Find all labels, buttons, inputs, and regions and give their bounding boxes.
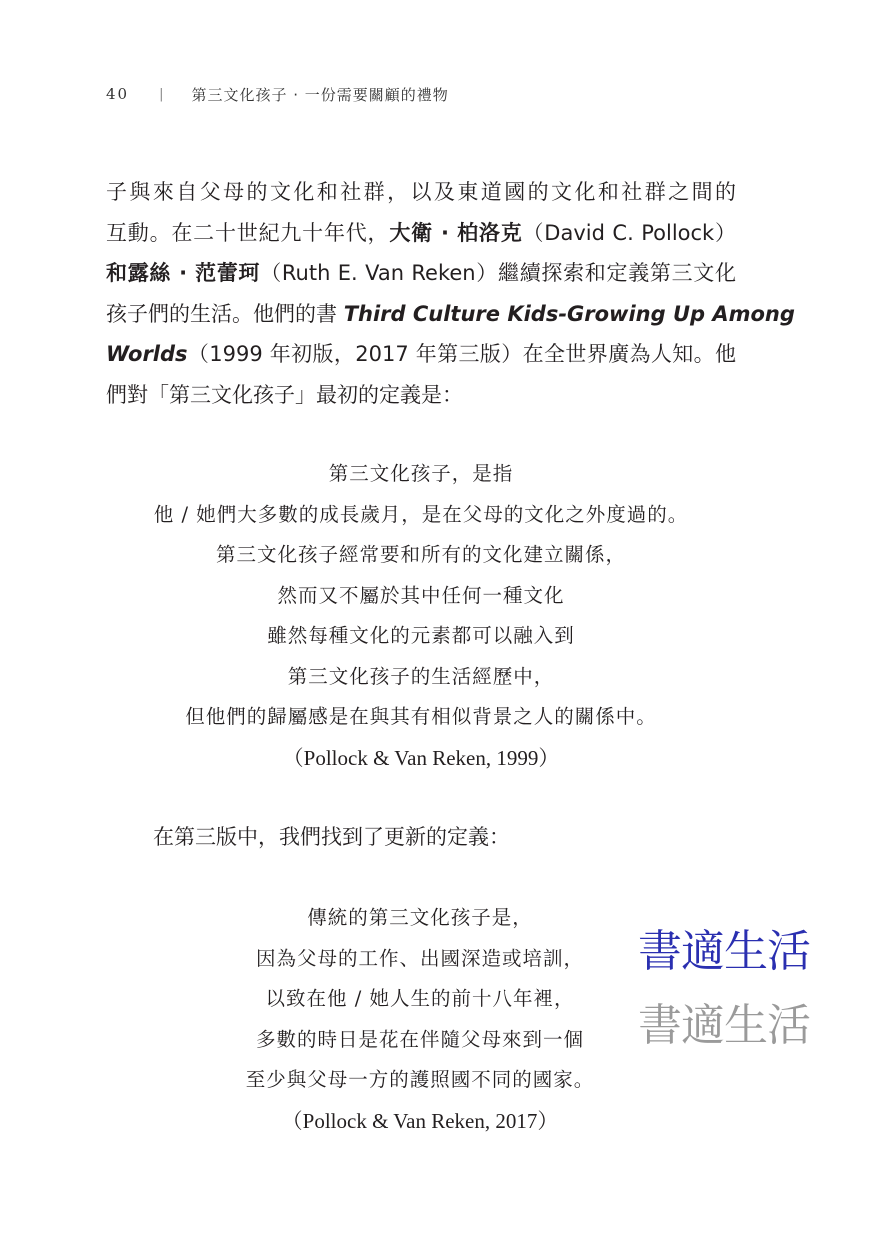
- quote-citation: （Pollock & Van Reken, 2017）: [281, 1108, 559, 1133]
- paragraph-line: [106, 253, 736, 294]
- quote-line: 以致在他 / 她人生的前十八年裡，: [265, 987, 575, 1010]
- paragraph-third-edition: 在第三版中，我們找到了更新的定義：: [153, 825, 510, 849]
- quote-line: 雖然每種文化的元素都可以融入到: [267, 624, 575, 647]
- quote-citation: （Pollock & Van Reken, 1999）: [282, 745, 560, 770]
- author-name-david: 大衛 · 柏洛克: [389, 220, 523, 245]
- running-title: 第三文化孩子 · 一份需要關顧的禮物: [191, 85, 449, 104]
- quote-line: 第三文化孩子的生活經歷中，: [287, 664, 555, 688]
- quote-line: 傳統的第三文化孩子是，: [307, 906, 533, 929]
- paragraph-line: [106, 334, 736, 375]
- text-span: 孩子們的生活。他們的書: [106, 301, 344, 326]
- page-number: 40: [106, 85, 130, 103]
- paragraph-intro: [106, 172, 795, 415]
- header-separator: |: [159, 86, 164, 102]
- quote-line: 因為父母的工作、出國深造或培訓，: [255, 946, 584, 970]
- quote-line: 第三文化孩子經常要和所有的文化建立關係，: [215, 543, 626, 566]
- paragraph-line: [106, 294, 795, 335]
- definition-quote-2017: [206, 898, 634, 1141]
- quote-line: 至少與父母一方的護照國不同的國家。: [245, 1068, 595, 1091]
- watermark-blue: 書適生活: [638, 926, 810, 977]
- paragraph-line: 子與來自父母的文化和社群，以及東道國的文化和社群之間的: [106, 180, 736, 204]
- text-span: （Ruth E. Van Reken）繼續探索和定義第三文化: [260, 261, 736, 285]
- quote-line: 多數的時日是花在伴隨父母來到一個: [255, 1027, 584, 1051]
- paragraph-line: 們對「第三文化孩子」最初的定義是：: [106, 382, 463, 407]
- paragraph-line: [106, 213, 736, 254]
- watermark-gray: 書適生活: [638, 1000, 810, 1051]
- book-title: Third Culture Kids-Growing Up Among: [343, 301, 795, 326]
- definition-quote-1999: [106, 454, 736, 778]
- quote-line: 但他們的歸屬感是在與其有相似背景之人的關係中。: [185, 705, 657, 728]
- running-header: [106, 82, 449, 106]
- quote-line: 他 / 她們大多數的成長歲月，是在父母的文化之外度過的。: [153, 502, 689, 526]
- book-title: Worlds: [106, 342, 188, 366]
- quote-line: 第三文化孩子，是指: [328, 462, 514, 485]
- quote-line: 然而又不屬於其中任何一種文化: [277, 583, 565, 607]
- text-span: （David C. Pollock）: [522, 220, 737, 245]
- text-span: （1999 年初版，2017 年第三版）在全世界廣為人知。他: [187, 342, 736, 366]
- author-name-ruth: 和露絲 · 范蕾珂: [106, 261, 261, 285]
- text-span: 互動。在二十世紀九十年代，: [106, 220, 390, 245]
